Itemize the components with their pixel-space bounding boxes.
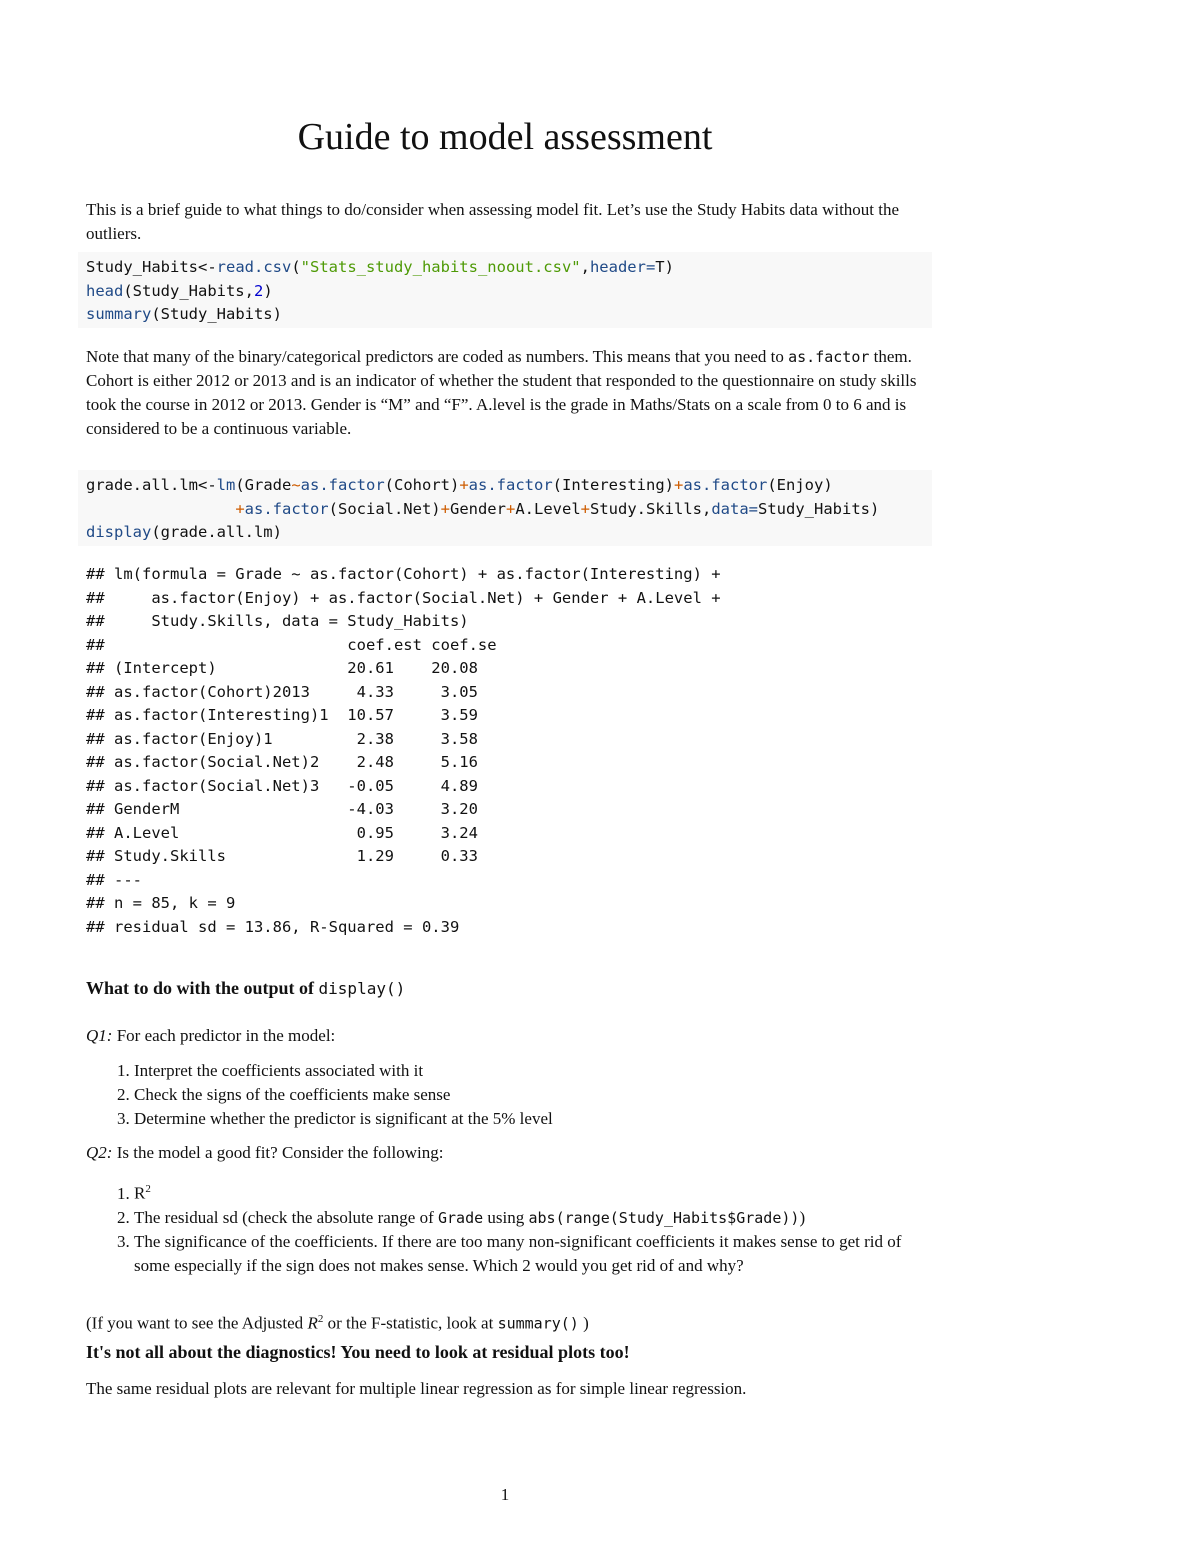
r-symbol: R — [307, 1313, 318, 1333]
page-number: 1 — [500, 1485, 510, 1504]
model-output — [86, 563, 721, 939]
question-text: Is the model a good fit? Consider the following: — [112, 1143, 444, 1162]
code-argument: data= — [711, 499, 758, 518]
code-token: (Study_Habits) — [151, 305, 282, 323]
code-token: (Study_Habits, — [123, 281, 254, 300]
note-paragraph — [86, 345, 928, 441]
code-token: (Grade — [235, 476, 292, 494]
output-line: ## as.factor(Enjoy)1 2.38 3.58 — [86, 729, 478, 748]
code-token: A.Level — [515, 499, 581, 518]
closing-paragraph: The same residual plots are relevant for multiple linear regression as for simple linear regression. — [86, 1379, 747, 1398]
q1-list — [86, 1059, 928, 1131]
code-token: T) — [655, 258, 674, 276]
code-function: display — [86, 523, 152, 541]
code-token: , — [580, 258, 590, 276]
output-line: ## Study.Skills 1.29 0.33 — [86, 847, 478, 865]
list-item: 3. The significance of the coefficients. If there are too many non-significant coefficients it makes sense to get rid of some especially if the sign does not makes sense. Which 2 would you get rid of and why? — [134, 1230, 928, 1278]
output-line: ## Study.Skills, data = Study_Habits) — [86, 612, 469, 630]
code-block-model — [78, 470, 932, 546]
code-token: (Social.Net) — [328, 499, 441, 518]
output-line: ## A.Level 0.95 3.24 — [86, 823, 478, 842]
output-line: ## coef.est coef.se — [86, 635, 497, 654]
code-operator: + — [459, 476, 469, 494]
code-token: ) — [263, 281, 273, 300]
code-operator: + — [235, 499, 245, 518]
code-operator: ~ — [291, 476, 301, 494]
code-token: (Cohort) — [384, 476, 460, 494]
output-line: ## as.factor(Social.Net)3 -0.05 4.89 — [86, 776, 478, 795]
intro-paragraph: This is a brief guide to what things to do/consider when assessing model fit. Let’s use the Study Habits data without the outliers. — [86, 200, 900, 243]
output-line: ## as.factor(Enjoy) + as.factor(Social.Net) + Gender + A.Level + — [86, 588, 721, 607]
inline-code: display() — [318, 979, 406, 998]
note-text: them. Cohort is either 2012 or 2013 and is an indicator of whether the student that responded to the questionnaire on study skills took the course in 2012 or 2013. Gender is “M” and “F”. A.level is the grade in Maths/Stats on a scale from 0 to 6 and is considered to be a continuous variable. — [86, 347, 917, 438]
code-function: as.factor — [683, 476, 768, 494]
list-item — [134, 1206, 928, 1230]
code-operator: + — [674, 476, 684, 494]
heading-text: What to do with the output of — [86, 978, 319, 998]
code-string: "Stats_study_habits_noout.csv" — [300, 258, 581, 276]
q2-list — [86, 1177, 928, 1278]
question-label: Q2: — [86, 1143, 113, 1162]
code-function: as.factor — [300, 476, 385, 494]
code-token: ( — [291, 258, 301, 276]
output-line: ## GenderM -4.03 3.20 — [86, 800, 478, 818]
output-line: ## as.factor(Social.Net)2 2.48 5.16 — [86, 753, 478, 771]
note-text: or the F-statistic, look at — [323, 1313, 498, 1333]
code-function: read.csv — [216, 258, 292, 276]
r-squared-text: R — [134, 1183, 146, 1203]
question-2 — [86, 1143, 443, 1163]
code-operator: + — [440, 499, 450, 518]
code-token: Study.Skills, — [590, 499, 712, 518]
code-token: Study_Habits) — [758, 499, 880, 518]
code-token: Gender — [449, 499, 506, 518]
code-token: (grade.all.lm) — [151, 523, 282, 541]
code-token: grade.all.lm<- — [86, 476, 217, 494]
question-label: Q1: — [86, 1026, 113, 1045]
inline-code: summary() — [497, 1314, 579, 1333]
output-line: ## as.factor(Interesting)1 10.57 3.59 — [86, 706, 478, 724]
code-token: (Interesting) — [552, 476, 674, 494]
list-item: 1. Interpret the coefficients associated with it — [134, 1059, 928, 1083]
inline-code: abs(range(Study_Habits$Grade)) — [528, 1208, 800, 1227]
list-text: The residual sd (check the absolute range of — [134, 1207, 438, 1227]
question-1 — [86, 1026, 335, 1046]
note-text: Note that many of the binary/categorical predictors are coded as numbers. This means that you need to — [86, 347, 789, 366]
code-function: lm — [216, 476, 236, 494]
output-line: ## residual sd = 13.86, R-Squared = 0.39 — [86, 917, 460, 936]
code-argument: header= — [589, 258, 656, 276]
list-item: 3. Determine whether the predictor is significant at the 5% level — [134, 1107, 928, 1131]
code-function: head — [86, 281, 124, 300]
superscript: 2 — [145, 1183, 151, 1195]
list-text: ) — [799, 1207, 806, 1227]
note-text: ) — [578, 1313, 589, 1333]
list-item — [134, 1177, 928, 1206]
code-function: as.factor — [244, 499, 329, 518]
inline-code: Grade — [438, 1208, 484, 1227]
output-line: ## (Intercept) 20.61 20.08 — [86, 659, 478, 677]
document-title: Guide to model assessment — [297, 116, 713, 158]
list-text: using — [483, 1207, 529, 1227]
output-line: ## n = 85, k = 9 — [86, 894, 236, 912]
note-text: (If you want to see the Adjusted — [86, 1313, 308, 1333]
output-line: ## as.factor(Cohort)2013 4.33 3.05 — [86, 682, 478, 701]
list-item: 2. Check the signs of the coefficients make sense — [134, 1083, 928, 1107]
section-heading-residuals: It's not all about the diagnostics! You need to look at residual plots too! — [86, 1342, 630, 1362]
adjusted-note — [86, 1307, 928, 1336]
output-line: ## lm(formula = Grade ~ as.factor(Cohort) + as.factor(Interesting) + — [86, 565, 721, 583]
code-token: Study_Habits<- — [86, 258, 217, 276]
code-function: summary — [86, 305, 152, 323]
code-number: 2 — [253, 281, 264, 300]
inline-code: as.factor — [788, 348, 870, 366]
code-operator: + — [505, 499, 516, 518]
code-operator: + — [580, 499, 590, 518]
question-text: For each predictor in the model: — [112, 1026, 336, 1045]
section-heading-display — [86, 978, 405, 999]
output-line: ## --- — [86, 870, 142, 889]
code-block-load-data — [78, 252, 932, 328]
code-function: as.factor — [468, 476, 553, 494]
code-token: (Enjoy) — [767, 476, 833, 494]
superscript: 2 — [317, 1313, 324, 1325]
